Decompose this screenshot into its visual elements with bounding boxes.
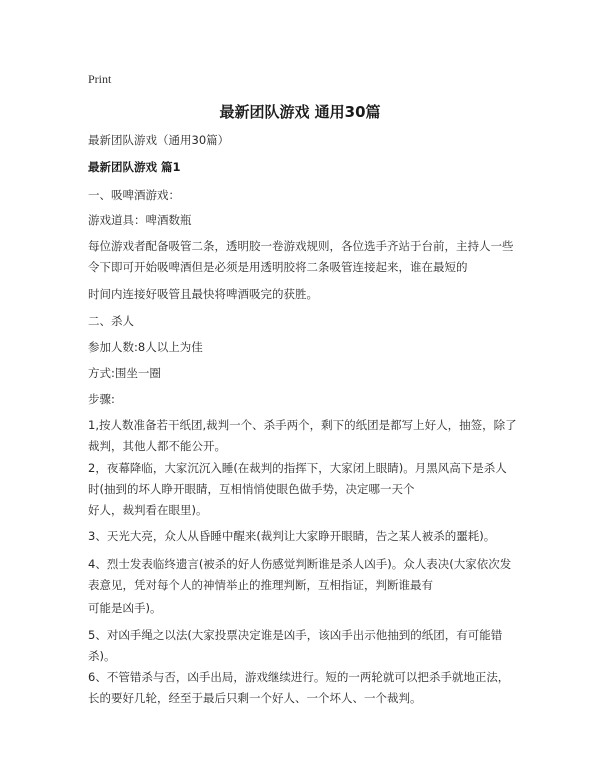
section-heading: 最新团队游戏 篇1 xyxy=(88,160,181,174)
paragraph: 2，夜幕降临，大家沉沉入睡(在裁判的指挥下，大家闭上眼睛)。月黑风高下是杀人时(抽到的坏人睁开眼睛，互相悄悄使眼色做手势，决定哪一天个 xyxy=(88,461,507,496)
paragraph: 参加人数:8人以上为佳 xyxy=(88,340,203,354)
paragraph: 步骤: xyxy=(88,392,115,406)
paragraph: 好人，裁判看在眼里)。 xyxy=(88,503,208,517)
paragraph: 时间内连接好吸管且最快将啤酒吸完的获胜。 xyxy=(88,287,318,301)
paragraph: 4、烈士发表临终遗言(被杀的好人伤感觉判断谁是杀人凶手)。众人表决(大家依次发表意见，凭对每个人的神情举止的推理判断，互相指证，判断谁最有 xyxy=(88,557,512,592)
paragraph: 一、吸啤酒游戏： xyxy=(88,188,180,202)
paragraph: 5、对凶手绳之以法(大家投票决定谁是凶手，该凶手出示他抽到的纸团，有可能错杀)。 xyxy=(88,628,503,663)
paragraph: 6、不管错杀与否，凶手出局，游戏继续进行。短的一两轮就可以把杀手就地正法，长的要好几轮，经至于最后只剩一个好人、一个坏人、一个裁判。 xyxy=(88,670,510,705)
paragraph: 游戏道具：啤酒数瓶 xyxy=(88,213,192,227)
paragraph: 每位游戏者配备吸管二条，透明胶一卷游戏规则，各位选手齐站于台前，主持人一些令下即可开始吸啤酒但是必须是用透明胶将二条吸管连接起来，谁在最短的 xyxy=(88,239,514,274)
paragraph: 1,按人数准备若干纸团,裁判一个、杀手两个，剩下的纸团是都写上好人，抽签，除了裁判，其他人都不能公开。 xyxy=(88,418,517,453)
paragraph: 二、杀人 xyxy=(88,314,134,328)
print-link[interactable]: Print xyxy=(88,72,112,86)
paragraph: 可能是凶手)。 xyxy=(88,601,162,615)
document-title: 最新团队游戏 通用30篇 xyxy=(219,103,381,121)
paragraph: 3、天光大亮，众人从昏睡中醒来(裁判让大家睁开眼睛，告之某人被杀的噩耗)。 xyxy=(88,529,496,543)
paragraph: 方式:围坐一圈 xyxy=(88,366,161,380)
doc-subtitle: 最新团队游戏（通用30篇） xyxy=(88,133,230,147)
